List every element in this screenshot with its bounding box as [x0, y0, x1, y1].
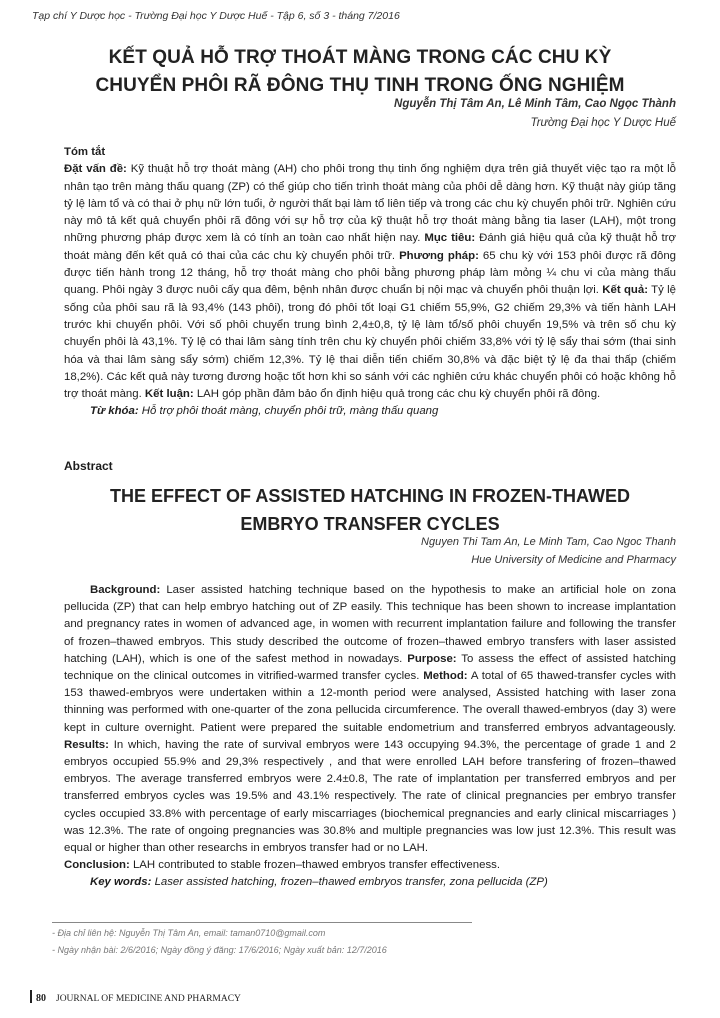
running-head: Tạp chí Y Dược học - Trường Đại học Y Dược Huế - Tập 6, số 3 - tháng 7/2016	[32, 10, 400, 22]
vn-purpose-label: Mục tiêu:	[424, 232, 476, 245]
english-conclusion	[64, 857, 676, 874]
page-number: 80	[36, 993, 46, 1004]
footer-bar	[30, 990, 32, 1003]
vn-keywords-text: Hỗ trợ phôi thoát màng, chuyển phôi trữ, màng thấu quang	[138, 405, 439, 418]
footnotes	[52, 922, 492, 959]
vn-conclusion-label: Kết luận:	[144, 388, 194, 401]
summary-heading: Tóm tắt	[64, 146, 106, 158]
en-results-label: Results:	[64, 738, 109, 751]
en-keywords-text: Laser assisted hatching, frozen–thawed embryos transfer, zona pellucida (ZP)	[151, 876, 548, 889]
vn-background-label: Đặt vấn đề:	[64, 163, 127, 176]
en-conclusion-label: Conclusion:	[64, 859, 130, 872]
en-keywords-label: Key words:	[90, 876, 152, 889]
english-abstract	[64, 582, 676, 892]
vietnamese-affiliation: Trường Đại học Y Dược Huế	[530, 117, 676, 129]
page-footer	[30, 990, 241, 1004]
english-affiliation: Hue University of Medicine and Pharmacy	[471, 554, 676, 566]
en-method-text: A total of 65 thawed-transfer cycles with 153 thawed-embryos were undertaken within a 12-month period were analysed, Assisted hatching with laser zona thinning was performed with one-quarter of the zona pellucida circumference. The overall thawed-embryos (day 3) were kept in culture overnight. Patient were prepared the suitable endometrium and transferred embryos advantageously.	[64, 670, 677, 734]
english-authors: Nguyen Thi Tam An, Le Minh Tam, Cao Ngoc Thanh	[421, 536, 676, 548]
vn-results-text: Tỷ lệ sống của phôi sau rã là 93,4% (143 phôi), trong đó phôi tốt loại G1 chiếm 55,9%, G2 chiếm 29,3% và tiến hành LAH trước khi chuyển phôi. Với số phôi chuyển trung bình 2,4±0,8, tỷ lệ làm tổ/số phôi chuyển 19,5% và trên số chu kỳ chuyển phôi là 43,1%. Tỷ lệ có thai lâm sàng tính trên chu kỳ chuyển phôi chiếm 33,8% với tỷ lệ sẩy thai sớm (thai sinh hóa và thai lâm sàng sẩy sớm) chiếm 12,3%. Tỷ lệ thai diễn tiến chiếm 30,8% và đặc biệt tỷ lệ đa thai thấp (chiếm 18,2%). Các kết quả này tương đương hoặc tốt hơn khi so sánh với các nghiên cứu khác chuyển phôi có hoặc không hỗ trợ thoát màng.	[64, 284, 676, 401]
vietnamese-authors: Nguyễn Thị Tâm An, Lê Minh Tâm, Cao Ngọc Thành	[394, 98, 676, 110]
english-title-line2: EMBRYO TRANSFER CYCLES	[240, 514, 500, 534]
en-results-text: In which, having the rate of survival embryos were 143 occupying 94.3%, the percentage of grade 1 and 2 embryos occupied 55.9% and 29,3% respectively , and that were enrolled LAH before transfering of frozen–thawed embryos. The average transferred embryos were 2.4±0.8, The rate of implantation per transferred embryos and per transferred embryos cycles was 19.5% and 43.1% respectively. The rate of clinical pregnancies per embryo transfer cycles occupied 33.8% with percentage of early miscarriages (biochemical pregnancies and early clinical miscarriages ) was 12.3%. The rate of ongoing pregnancies was 30.8% and multiple pregnancies was low just 12.3%. This result was equal or higher than other researchs in embryos transfer had or no LAH.	[64, 738, 676, 855]
footnote-divider	[52, 922, 472, 923]
en-method-label: Method:	[423, 670, 468, 683]
en-conclusion-text: LAH contributed to stable frozen–thawed embryos transfer effectiveness.	[129, 859, 500, 872]
english-title	[60, 482, 680, 538]
vn-method-text: 65 chu kỳ với 153 phôi được rã đông được tiến hành trong 12 tháng, hỗ trợ thoát màng cho phôi bằng phương pháp làm mỏng ¼ chu vi của màng thấu quang. Phôi ngày 3 được nuôi cấy qua đêm, bệnh nhân được chuẩn bị nội mạc và chuyển phôi thuận lợi.	[64, 249, 676, 297]
vietnamese-summary-paragraph	[64, 161, 676, 403]
journal-name: JOURNAL OF MEDICINE AND PHARMACY	[56, 994, 241, 1004]
en-background-label: Background:	[90, 584, 161, 596]
en-purpose-label: Purpose:	[407, 652, 457, 665]
vietnamese-title	[40, 44, 680, 100]
vietnamese-summary	[64, 144, 676, 421]
english-abstract-paragraph	[64, 582, 676, 857]
vietnamese-keywords	[64, 403, 676, 420]
vn-results-label: Kết quả:	[602, 284, 648, 297]
english-keywords	[64, 874, 676, 891]
vietnamese-title-line2: CHUYỂN PHÔI RÃ ĐÔNG THỤ TINH TRONG ỐNG NGHIỆM	[95, 75, 625, 96]
vn-purpose-text: Đánh giá hiệu quả của kỹ thuật hỗ trợ thoát màng đến kết quả có thai của các chu kỳ chuyển phôi trữ.	[64, 232, 676, 262]
english-title-line1: THE EFFECT OF ASSISTED HATCHING IN FROZEN-THAWED	[110, 486, 630, 506]
vn-background-text: Kỹ thuật hỗ trợ thoát màng (AH) cho phôi trong thụ tinh ống nghiệm dựa trên giả thuyết việc tạo ra một lỗ nhân tạo trên màng thấu quang (ZP) có thể giúp cho tiến trình thoát màng của phôi dễ dàng hơn. Kỹ thuật này giúp tăng tỷ lệ làm tổ và có thai ở phụ nữ lớn tuổi, ở người thất bại làm tổ liên tiếp và trong các chu kỳ chuyển phôi trữ. Nghiên cứu này mô tả kết quả chuyển phôi rã đông với sự hỗ trợ của kỹ thuật hỗ trợ thoát màng bằng tia laser (LAH), một trong những phương pháp được xem là có tính an toàn cao nhất hiện nay.	[64, 163, 676, 245]
vn-method-label: Phương pháp:	[399, 249, 479, 262]
vn-keywords-label: Từ khóa:	[90, 405, 139, 418]
en-purpose-text: To assess the effect of assisted hatching technique on the clinical outcomes in vitrified-warmed transfer cycles.	[64, 652, 676, 683]
vn-conclusion-text: LAH góp phần đảm bảo ổn định hiệu quả trong các chu kỳ chuyển phôi rã đông.	[193, 388, 601, 401]
footnote-contact: - Địa chỉ liên hệ: Nguyễn Thị Tâm An, email: taman0710@gmail.com	[52, 928, 326, 938]
vietnamese-title-line1: KẾT QUẢ HỖ TRỢ THOÁT MÀNG TRONG CÁC CHU KỲ	[108, 47, 612, 68]
en-background-text: Laser assisted hatching technique based on the hypothesis to make an artificial hole on zona pellucida (ZP) that can help embryo hatching out of ZP easily. This technique has been shown to increase implantation and pregnancy rates in women of advanced age, in women with recurrent implantation failure and following the transfer of frozen–thawed embryos. This study described the outcome of frozen–thawed embryo transfers with laser assisted hatching (LAH), which is one of the safest method in nowadays.	[64, 584, 676, 665]
footnote-dates: - Ngày nhận bài: 2/6/2016; Ngày đồng ý đăng: 17/6/2016; Ngày xuất bản: 12/7/2016	[52, 945, 387, 955]
abstract-label: Abstract	[64, 459, 113, 473]
